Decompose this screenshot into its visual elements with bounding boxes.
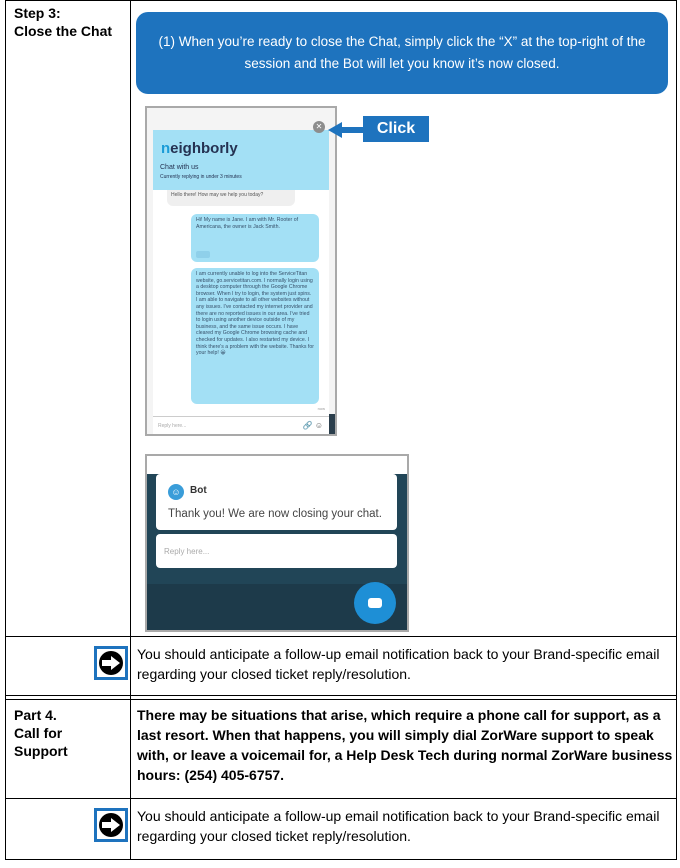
row-divider	[5, 695, 677, 696]
table-border-left	[5, 0, 6, 860]
neighborly-logo: neighborly	[161, 140, 238, 157]
chat-messages	[153, 190, 329, 416]
table-border-right	[676, 0, 677, 860]
chat-subtitle: Currently replying in under 3 minutes	[160, 174, 242, 180]
bot-avatar-icon: ☺	[168, 484, 184, 500]
closed-chat-screenshot	[145, 454, 409, 632]
attachment-icon[interactable]: 🔗 ☺	[302, 421, 323, 430]
right-arrow-circle-icon	[94, 808, 128, 842]
bot-message-card	[156, 474, 397, 530]
attachment-placeholder	[196, 251, 210, 258]
message-timestamp: now	[317, 406, 325, 411]
window-edge	[329, 414, 337, 436]
chat-window-screenshot	[145, 106, 337, 436]
row-divider	[5, 699, 677, 700]
row-divider	[5, 798, 677, 799]
table-border-bottom	[5, 859, 677, 860]
click-label: Click	[363, 116, 429, 142]
step3-heading: Step 3: Close the Chat	[14, 5, 113, 39]
follow-up-note: You should anticipate a follow-up email notification back to your Brand-specific email regarding your closed ticket reply/resolution.	[137, 646, 660, 682]
chat-bubble-icon	[368, 598, 382, 608]
chat-top-bar	[147, 456, 407, 474]
row-divider	[5, 636, 677, 637]
follow-up-note: You should anticipate a follow-up email notification back to your Brand-specific email regarding your closed ticket reply/resolution.	[137, 808, 660, 844]
user-message: I am currently unable to log into the ServiceTitan website, go.servicetitan.com. I normally login using a desktop computer through the Google Chrome browser. When I try to login, the system just spins. I am able to navigate to all other websites without any issues. I've contacted my internet provider and there are no reported issues in our area. I've tried to login using another device outside of my business, and the same issue occurs. I have cleared my Google Chrome browsing cache and checked for updates. I also restarted my device. I think there's a problem with the website. Thanks for your help! 😀	[191, 268, 319, 404]
reply-input[interactable]: Reply here...	[156, 534, 397, 568]
document-table	[5, 0, 677, 868]
reply-input[interactable]: Reply here... 🔗 ☺	[153, 416, 329, 435]
instruction-callout: (1) When you’re ready to close the Chat, simply click the “X” at the top-right of the session and the Bot will let you know it’s now closed.	[136, 12, 668, 94]
chat-launcher-button[interactable]	[354, 582, 396, 624]
table-border-top	[5, 0, 677, 1]
close-icon[interactable]: ✕	[313, 121, 325, 133]
part4-text: There may be situations that arise, which require a phone call for support, as a last resort. When that happens, you will simply dial ZorWare support to speak with, or leave a voicemail for, a Help Desk Tech during normal ZorWare business hours: (254) 405-6757.	[137, 707, 673, 783]
right-arrow-circle-icon	[94, 646, 128, 680]
bot-closing-message: Thank you! We are now closing your chat.	[168, 508, 382, 520]
chat-title: Chat with us	[160, 164, 199, 171]
user-message: Hi! My name is Jane. I am with Mr. Rooter of Americana, the owner is Jack Smith.	[191, 214, 319, 262]
column-divider	[130, 0, 131, 860]
part4-heading: Part 4. Call for Support	[14, 707, 68, 759]
bot-name: Bot	[190, 485, 207, 496]
bot-message: Hello there! How may we help you today?	[167, 190, 295, 206]
chat-header	[153, 130, 329, 190]
